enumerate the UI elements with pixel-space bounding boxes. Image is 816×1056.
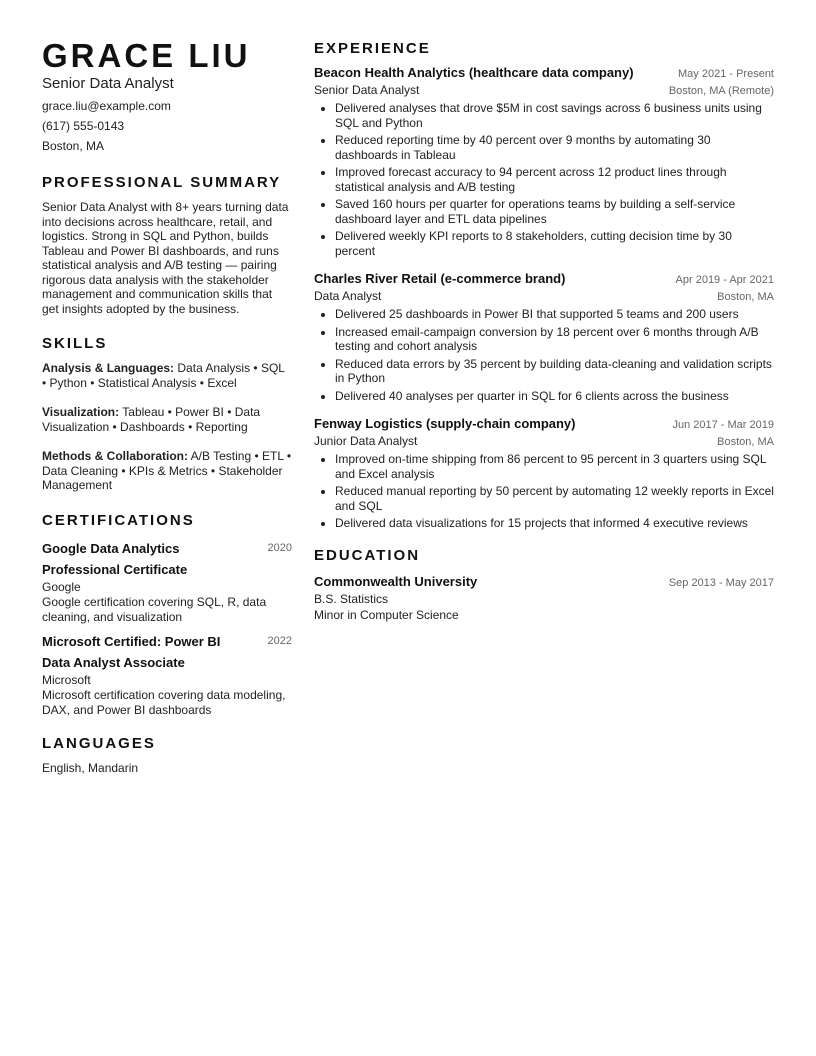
candidate-title: Senior Data Analyst	[42, 75, 174, 92]
certification-issuer: Microsoft	[42, 672, 91, 687]
languages-heading: LANGUAGES	[42, 734, 156, 752]
education-minor: Minor in Computer Science	[314, 607, 459, 622]
candidate-name: GRACE LIU	[42, 37, 251, 74]
education-school: Commonwealth University	[314, 573, 478, 589]
certification-name: Google Data Analytics Professional Certificate	[42, 540, 188, 577]
certification-item	[42, 538, 292, 625]
job-bullet: • Delivered 40 analyses per quarter in SQL for 6 clients across the business	[335, 389, 774, 404]
job-company: Beacon Health Analytics (healthcare data company)	[314, 65, 634, 80]
job-bullet: • Reduced data errors by 35 percent by building data-cleaning and validation scripts in Python	[335, 357, 774, 386]
job-bullet: • Increased email-campaign conversion by 18 percent over 6 months through A/B testing and cohort analysis	[335, 325, 774, 354]
job-bullet: • Reduced manual reporting by 50 percent by automating 12 weekly reports in Excel and SQL	[335, 484, 774, 513]
job-bullet: • Delivered 25 dashboards in Power BI that supported 5 teams and 200 users	[335, 307, 774, 322]
summary-text: Senior Data Analyst with 8+ years turning data into decisions across healthcare, retail, and logistics. Strong in SQL and Python, builds Tableau and Power BI dashboards, and runs statistical analysis and A/B testing — pairing rigorous data analysis with the stakeholder management and communication skills that get insights adopted by the business.	[42, 200, 289, 316]
job-entry	[314, 64, 774, 258]
job-bullet: • Saved 160 hours per quarter for operations teams by building a self-service dashboard layer and ETL data pipelines	[335, 197, 774, 226]
skill-group	[42, 449, 292, 493]
certification-desc: Google certification covering SQL, R, data cleaning, and visualization	[42, 594, 267, 624]
email-text: grace.liu@example.com	[42, 99, 171, 113]
skill-group-label: Visualization:	[42, 405, 120, 419]
skill-group	[42, 361, 292, 390]
education-dates: Sep 2013 - May 2017	[668, 576, 774, 589]
job-dates: Jun 2017 - Mar 2019	[672, 419, 774, 431]
certifications-heading: CERTIFICATIONS	[42, 511, 195, 529]
job-bullet: • Delivered analyses that drove $5M in cost savings across 6 business units using SQL and Python	[335, 101, 774, 130]
certification-desc: Microsoft certification covering data modeling, DAX, and Power BI dashboards	[42, 687, 286, 717]
languages-text: English, Mandarin	[42, 760, 139, 775]
skill-group	[42, 405, 292, 434]
job-role: Junior Data Analyst	[314, 434, 418, 448]
job-bullets	[335, 101, 774, 258]
job-location: Boston, MA	[717, 291, 774, 303]
skill-group-items: Tableau • Power BI • Data Visualization • Dashboards • Reporting	[42, 405, 261, 434]
experience-heading: EXPERIENCE	[314, 40, 431, 57]
education-heading: EDUCATION	[314, 546, 421, 564]
job-bullets	[335, 452, 774, 531]
job-bullet: • Delivered data visualizations for 15 projects that informed 4 executive reviews	[335, 516, 774, 531]
skills-heading: SKILLS	[42, 335, 108, 352]
summary-heading: PROFESSIONAL SUMMARY	[42, 174, 282, 191]
job-company: Fenway Logistics (supply-chain company)	[314, 416, 576, 431]
job-bullet: • Reduced reporting time by 40 percent over 9 months by automating 30 dashboards in Tableau	[335, 133, 774, 162]
job-dates: Apr 2019 - Apr 2021	[675, 274, 774, 286]
skill-group-label: Methods & Collaboration:	[42, 449, 188, 463]
job-bullet: • Improved forecast accuracy to 94 percent across 12 product lines through statistical analysis and A/B testing	[335, 165, 774, 194]
job-company: Charles River Retail (e-commerce brand)	[314, 271, 566, 286]
left-column	[42, 38, 292, 775]
certification-year: 2022	[267, 634, 292, 647]
job-bullets	[335, 307, 774, 403]
job-bullet: • Delivered weekly KPI reports to 8 stakeholders, cutting decision time by 30 percent	[335, 229, 774, 258]
certification-issuer: Google	[42, 579, 81, 594]
certification-year: 2020	[267, 541, 292, 554]
education-degree: B.S. Statistics	[314, 591, 389, 606]
job-dates: May 2021 - Present	[678, 68, 774, 80]
job-location: Boston, MA	[717, 436, 774, 448]
job-role: Data Analyst	[314, 289, 382, 303]
job-location: Boston, MA (Remote)	[668, 85, 774, 97]
job-role: Senior Data Analyst	[314, 83, 420, 97]
skill-group-items: A/B Testing • ETL • Data Cleaning • KPIs & Metrics • Stakeholder Management	[42, 449, 292, 492]
skill-group-label: Analysis & Languages:	[42, 361, 175, 375]
phone-text: (617) 555-0143	[42, 119, 125, 133]
certification-item	[42, 631, 292, 718]
job-bullet: • Improved on-time shipping from 86 percent to 95 percent in 3 quarters using SQL and Excel analysis	[335, 452, 774, 481]
skill-group-items: Data Analysis • SQL • Python • Statistical Analysis • Excel	[42, 361, 285, 390]
certification-name: Microsoft Certified: Power BI Data Analyst Associate	[42, 633, 221, 670]
right-column	[314, 40, 774, 623]
job-entry	[314, 415, 774, 531]
job-entry	[314, 270, 774, 403]
location-text: Boston, MA	[42, 139, 105, 153]
